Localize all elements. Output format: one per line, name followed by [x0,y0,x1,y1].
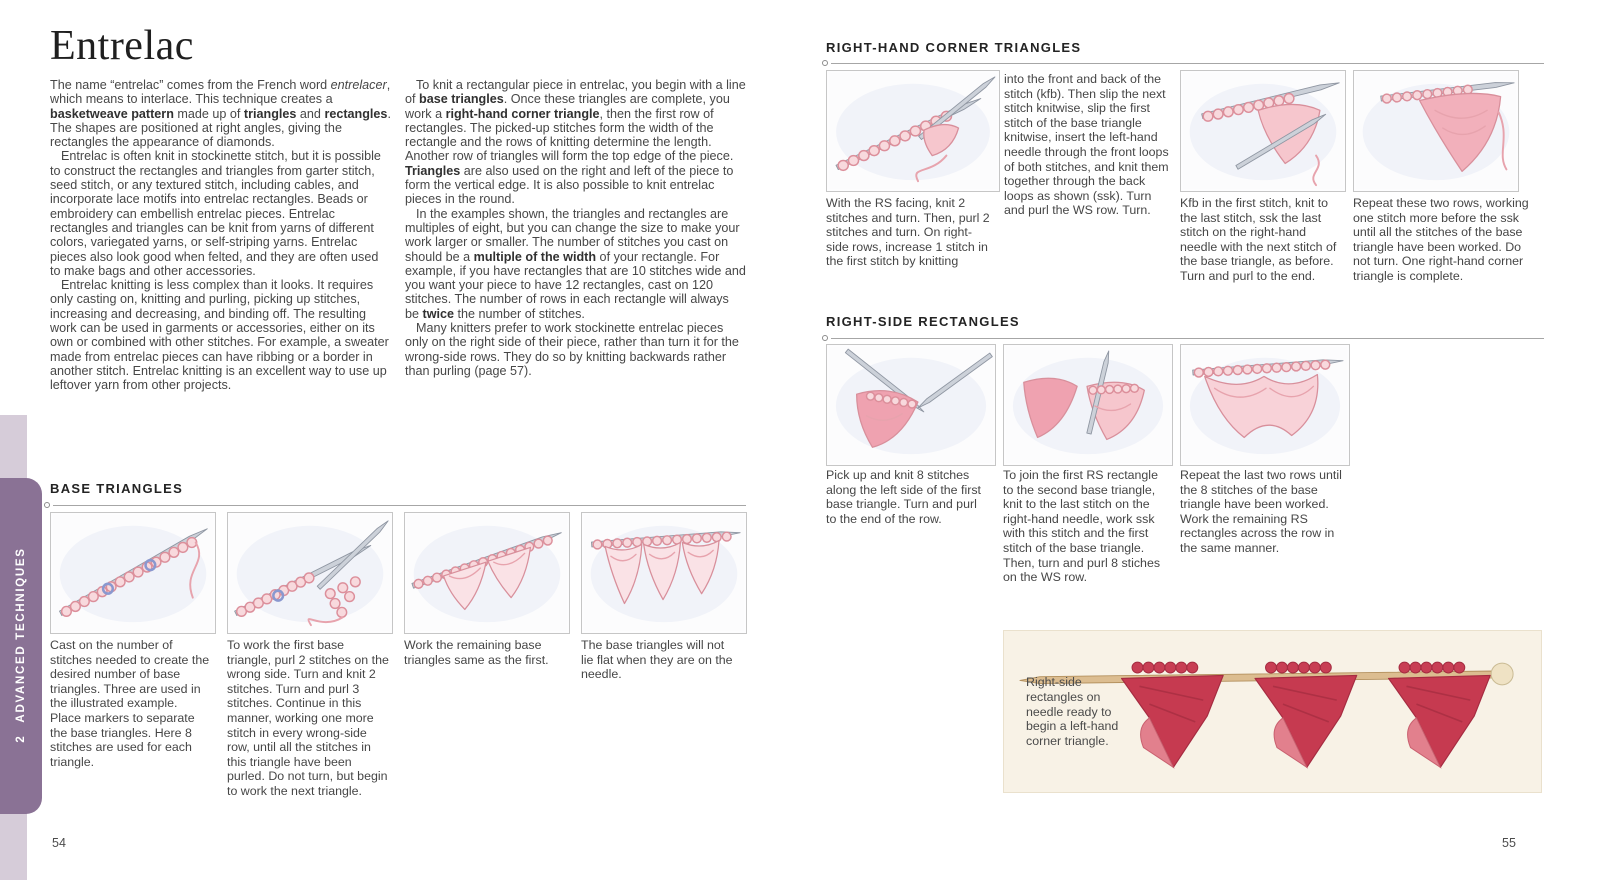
illustration-corner-triangle-kfb [1180,70,1346,192]
illustration-repeat-rows [1180,344,1350,466]
paragraph: In the examples shown, the triangles and rectangles are multiples of eight, but you can change the size to make your work larger or smaller. The number of stitches you cast on should be a multiple of the width of your rectangle. For example, if you have rectangles that are 10 stitches wide and you want your piece to have 12 rectangles, cast on 120 stitches. The number of rows in each rectangle will always be twice the number of stitches. [405,206,746,321]
caption-base-1: Cast on the number of stitches needed to create the desired number of base triangles. Three are used in the illustrated example. Place markers to separate the base triangles. Here 8 stitches are used for each triangle. [50,638,210,769]
paragraph: To knit a rectangular piece in entrelac, you begin with a line of base triangles. Once these triangles are complete, you work a right-hand corner triangle, then the first row of rectangles. The picked-up stitches form the width of the rectangle and the rows of knitting determine the length. Another row of triangles will form the top edge of the piece. Triangles are also used on the right and left of the piece to form the vertical edge. It is also possible to knit entrelac pieces in the round. [405,78,746,207]
figure-remaining-base-triangles [404,512,570,634]
caption-rh-3: Repeat these two rows, working one stitch more before the ssk until all the stitches of the base triangle have been worked. Do not turn. One right-hand corner triangle is complete. [1353,196,1529,283]
section-heading-rs-rectangles: RIGHT-SIDE RECTANGLES [826,314,1020,329]
figure-corner-kfb [1180,70,1346,192]
caption-rh-2: Kfb in the first stitch, knit to the last stitch, ssk the last stitch on the right-hand needle with the next stitch of the base triangle, as before. Turn and purl to the end. [1180,196,1337,283]
caption-base-2: To work the first base triangle, purl 2 stitches on the wrong side. Turn and knit 2 stitches. Turn and purl 3 stitches. Continue in this manner, working one more stitch in every wrong-side row, until all the stitches in this triangle have been purled. Do not turn, but begin to work the next triangle. [227,638,389,798]
illustration-first-base-triangle [227,512,393,634]
illustration-corner-triangle-start [826,70,1000,192]
page-title: Entrelac [50,23,194,69]
figure-pickup-stitches [826,344,996,466]
figure-cast-on [50,512,216,634]
paragraph: Entrelac is often knit in stockinette stitch, but it is possible to construct the rectangles and triangles from garter stitch, seed stitch, or any textured stitch, including cables, and incorporate lace motifs into entrelac rectangles. Beads or embroidery can embellish entrelac pieces. Entrelac rectangles and triangles can be knit from yarns of different colors, variegated yarns, or self-striping yarns. Entrelac pieces also look good when felted, and they are often used to make bags and other accessories. [50,149,381,278]
illustration-cast-on-needle [50,512,216,634]
caption-rh-continuation: into the front and back of the stitch (kfb). Then slip the next stitch knitwise, slip the first stitch of the base triangle knitwise, insert the left-hand needle through the front loops of both stitches, and knit them together through the back loops as shown (ssk). Turn and purl the WS row. Turn. [1004,72,1169,218]
section-heading-base-triangles: BASE TRIANGLES [50,481,184,496]
caption-rs-3: Repeat the last two rows until the 8 stitches of the base triangle have been worked. Work the remaining RS rectangles across the row in the same manner. [1180,468,1342,555]
rule-end-dot [822,60,828,66]
chapter-tab-label [0,478,42,812]
illustration-triangles-not-flat [581,512,747,634]
page-right [800,0,1600,880]
intro-text [50,78,746,393]
figure-first-base-triangle [227,512,393,634]
figure-join-rectangle [1003,344,1173,466]
rule-end-dot [44,502,50,508]
figure-triangles-not-flat [581,512,747,634]
section-heading-rh-corner-triangles: RIGHT-HAND CORNER TRIANGLES [826,40,1082,55]
page-number-left: 54 [52,836,66,850]
intro-column-1 [50,78,391,393]
chapter-number: 2 [15,734,27,743]
chapter-title: ADVANCED TECHNIQUES [15,547,27,723]
paragraph: The name “entrelac” comes from the French word entrelacer, which means to interlace. This technique creates a basketweave pattern made up of triangles and rectangles. The shapes are positioned at right angles, giving the rectangles the appearance of diamonds. [50,78,391,150]
caption-base-3: Work the remaining base triangles same as the first. [404,638,549,667]
paragraph: Entrelac knitting is less complex than it looks. It requires only casting on, knitting and purling, picking up stitches, increasing and decreasing, and binding off. The resulting work can be used in garments or accessories, either on its own or combined with other stitches. For example, a sweater made from entrelac pieces can have ribbing or a border in another stitch. Entrelac knitting is an excellent way to use up leftover yarn from other projects. [50,278,389,393]
section-rule [44,502,746,510]
paragraph: Many knitters prefer to work stockinette entrelac pieces only on the right side of their piece, rather than turn it for the wrong-side rows. They do so by knitting backwards rather than purling (page 57). [405,321,739,378]
illustration-corner-triangle-complete [1353,70,1519,192]
section-rule [822,335,1544,343]
section-rule [822,60,1544,68]
photo-rs-rectangles-on-needle [1003,630,1542,793]
intro-column-2 [405,78,746,393]
caption-rs-1: Pick up and knit 8 stitches along the left side of the first base triangle. Turn and purl to the end of the row. [826,468,981,526]
caption-rh-1: With the RS facing, knit 2 stitches and turn. Then, purl 2 stitches and turn. On right-side rows, increase 1 stitch in the first stitch by knitting [826,196,990,269]
page-number-right: 55 [1502,836,1516,850]
figure-repeat-rows [1180,344,1350,466]
caption-rs-2: To join the first RS rectangle to the second base triangle, knit to the last stitch on the right-hand needle, work ssk with this stitch and the first stitch of the base triangle. Then, turn and purl 8 stiches on the WS row. [1003,468,1161,585]
illustration-pickup-8-stitches [826,344,996,466]
illustration-join-first-rectangle [1003,344,1173,466]
illustration-remaining-base-triangles [404,512,570,634]
rule-end-dot [822,335,828,341]
figure-corner-complete [1353,70,1519,192]
caption-base-4: The base triangles will not lie flat when they are on the needle. [581,638,733,682]
photo-caption: Right-side rectangles on needle ready to begin a left-hand corner triangle. [1026,675,1119,749]
figure-corner-start [826,70,1000,192]
